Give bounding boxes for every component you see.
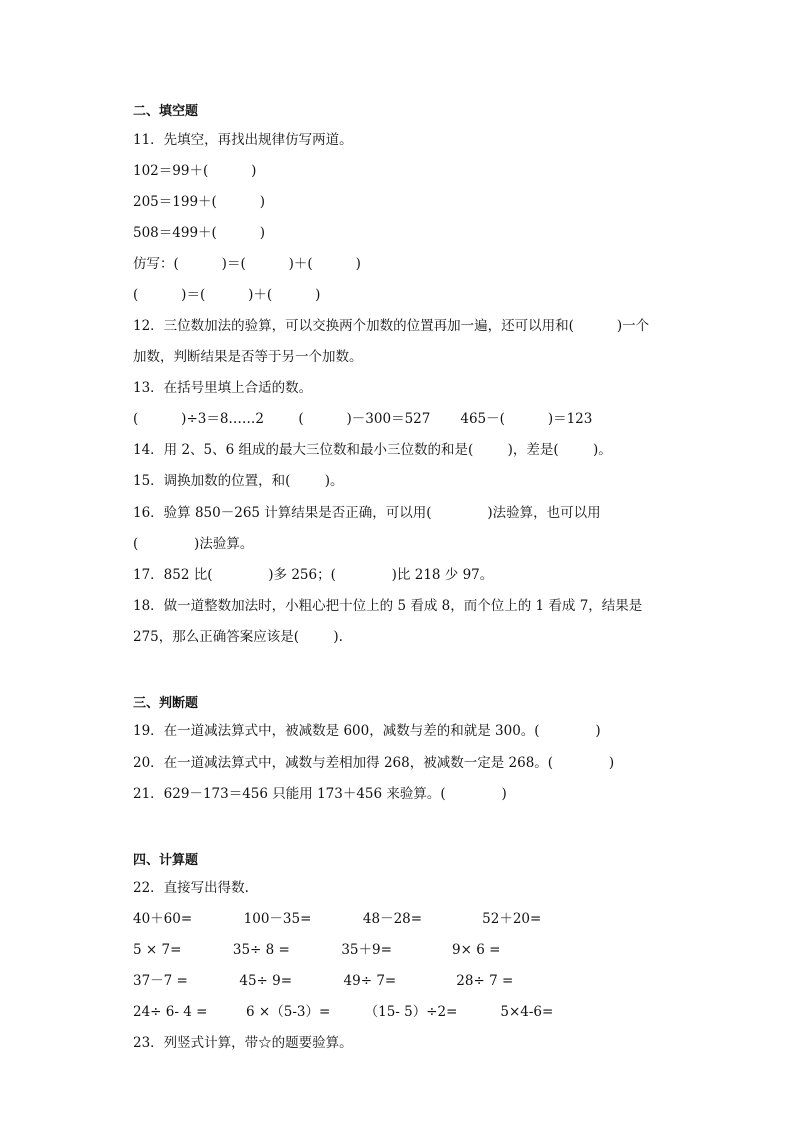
section-heading-fill-blank: 二、填空题 xyxy=(133,104,199,119)
question-22: 22．直接写出得数. xyxy=(133,880,249,896)
question-13: 13．在括号里填上合适的数。 xyxy=(133,380,313,396)
question-22-row-3: 37－7 = 45÷ 9= 49÷ 7= 28÷ 7 = xyxy=(133,973,514,989)
question-12-line-1: 12．三位数加法的验算，可以交换两个加数的位置再加一遍，还可以用和( )一个 xyxy=(133,318,650,334)
question-18-line-1: 18．做一道整数加法时，小粗心把十位上的 5 看成 8，而个位上的 1 看成 7，结果是 xyxy=(133,598,643,614)
question-11-item-1: 102＝99＋( ) xyxy=(133,163,257,179)
question-13-items: ( )÷3＝8……2 ( )－300＝527 465－( )＝123 xyxy=(133,411,593,427)
question-16-line-2: ( )法验算。 xyxy=(133,536,254,552)
question-15: 15．调换加数的位置，和( )。 xyxy=(133,473,344,489)
question-21: 21．629－173＝456 只能用 173＋456 来验算。( ) xyxy=(133,786,507,802)
section-heading-calculation: 四、计算题 xyxy=(133,853,199,868)
question-16-line-1: 16．验算 850－265 计算结果是否正确，可以用( )法验算，也可以用 xyxy=(133,505,601,521)
question-11-item-2: 205＝199＋( ) xyxy=(133,194,265,210)
question-20: 20．在一道减法算式中，减数与差相加得 268，被减数一定是 268。( ) xyxy=(133,755,615,771)
question-11: 11．先填空，再找出规律仿写两道。 xyxy=(133,132,353,148)
question-18-line-2: 275，那么正确答案应该是( ). xyxy=(133,629,343,645)
question-12-line-2: 加数，判断结果是否等于另一个加数。 xyxy=(133,349,363,365)
question-17: 17．852 比( )多 256；( )比 218 少 97。 xyxy=(133,567,494,583)
question-22-row-4: 24÷ 6- 4 = 6 ×（5-3）= （15- 5）÷2= 5×4-6= xyxy=(133,1004,554,1020)
question-19: 19．在一道减法算式中，被减数是 600，减数与差的和就是 300。( ) xyxy=(133,723,601,739)
question-22-row-1: 40＋60= 100－35= 48－28= 52＋20= xyxy=(133,911,542,927)
section-heading-judgment: 三、判断题 xyxy=(133,696,199,711)
question-14: 14．用 2、5、6 组成的最大三位数和最小三位数的和是( )，差是( )。 xyxy=(133,442,612,458)
question-11-item-3: 508＝499＋( ) xyxy=(133,225,265,241)
question-11-imitate-2: ( )＝( )＋( ) xyxy=(133,287,321,303)
question-23: 23．列竖式计算，带☆的题要验算。 xyxy=(133,1035,353,1051)
question-11-imitate-1: 仿写：( )＝( )＋( ) xyxy=(133,256,361,272)
question-22-row-2: 5 × 7= 35÷ 8 = 35＋9= 9× 6 = xyxy=(133,942,501,958)
